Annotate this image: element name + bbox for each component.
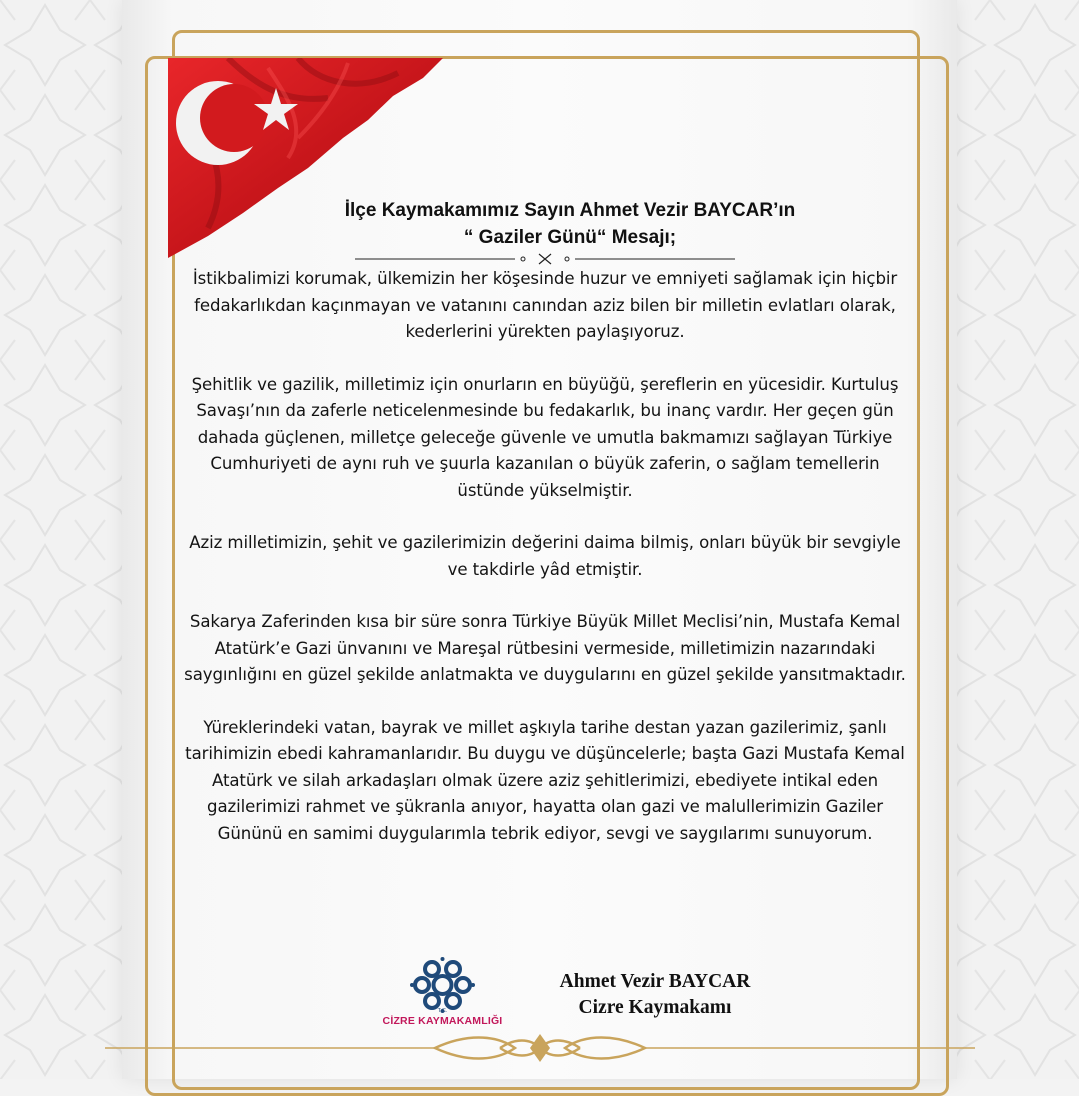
signature-title: Cizre Kaymakamı	[578, 997, 732, 1018]
logo-org-name: CİZRE KAYMAKAMLIĞI	[382, 1015, 503, 1027]
ornament-divider-icon	[355, 252, 735, 266]
paragraph-4: Sakarya Zaferinden kısa bir süre sonra Türkiye Büyük Millet Meclisi’nin, Mustafa Kemal Atatürk’e Gazi ünvanını ve Mareşal rütbesini vermeside, milletimizin nazarındaki saygınlığını en güzel şekilde anlatmakta ve duygularını en güzel şekilde yansıtmaktadır.	[184, 612, 906, 684]
title-line-2: “ Gaziler Günü“ Mesajı;	[463, 227, 677, 248]
paragraph-1: İstikbalimizi korumak, ülkemizin her köşesinde huzur ve emniyeti sağlamak için hiçbir fedakarlıkdan kaçınmayan ve vatanını canından aziz bilen bir milletin evlatları olarak, kederlerini yürekten paylaşıyoruz.	[192, 269, 898, 341]
paragraph-3: Aziz milletimizin, şehit ve gazilerimizin değerini daima bilmiş, onları büyük bir sevgiyle ve takdirle yâd etmiştir.	[189, 533, 901, 579]
paragraph-2: Şehitlik ve gazilik, milletimiz için onurların en büyüğü, şereflerin en yücesidir. Kurtuluş Savaşı’nın da zaferle neticelenmesinde bu fedakarlık, bu inanç vardır. Her geçen gün dahada güçlenen, milletçe geleceğe güvenle ve umutla bakmamızı sağlayan Türkiye Cumhuriyeti de aynı ruh ve şuurla kazanılan o büyük zaferin, o sağlam temellerin üstünde yükselmiştir.	[191, 374, 899, 500]
signature-block	[520, 969, 790, 1021]
signature-name: Ahmet Vezir BAYCAR	[559, 971, 751, 992]
paragraph-5: Yüreklerindeki vatan, bayrak ve millet aşkıyla tarihe destan yazan gazilerimiz, şanlı tarihimizin ebedi kahramanlarıdır. Bu duygu ve düşüncelerle; başta Gazi Mustafa Kemal Atatürk ve silah arkadaşları olmak üzere aziz şehitlerimizi, ebediyete intikal eden gazilerimizi rahmet ve şükranla anıyor, hayatta olan gazi ve malullerimizin Gaziler Gününü en samimi duygularımla tebrik ediyor, sevgi ve saygılarımı sunuyorum.	[185, 717, 905, 843]
cizre-kaymakamligi-logo	[380, 955, 505, 1035]
title-line-1: İlçe Kaymakamımız Sayın Ahmet Vezir BAYCAR’ın	[344, 200, 796, 221]
logo-tc-text: T.C.	[437, 1008, 448, 1014]
message-title	[250, 197, 890, 251]
message-body	[180, 266, 910, 847]
gold-ornament-icon	[105, 1030, 975, 1066]
